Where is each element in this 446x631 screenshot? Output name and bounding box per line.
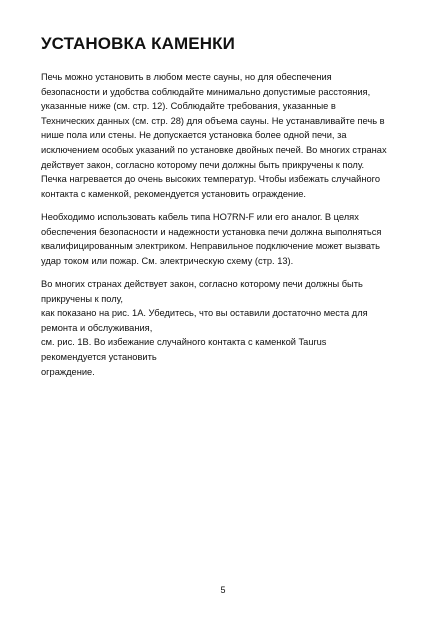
text-line: действует закон, согласно которому печи должны быть прикручены к полу.	[41, 159, 365, 170]
text-line: Печка нагревается до очень высоких температур. Чтобы избежать случайного	[41, 174, 380, 184]
paragraph-installation-location	[41, 70, 387, 172]
text-line: ограждение.	[41, 366, 95, 377]
text-line: исключением особых указаний по установке двойных печей. Во многих странах	[41, 144, 387, 155]
text-line: указанные ниже (см. стр. 12). Соблюдайте требования, указанные в	[41, 101, 336, 112]
text-line: ремонта и обслуживания,	[41, 322, 153, 333]
text-line: как показано на рис. 1А. Убедитесь, что вы оставили достаточно места для	[41, 308, 368, 319]
text-line: контакта с каменкой, рекомендуется установить ограждение.	[41, 188, 307, 199]
text-line: Технических данных (см. стр. 28) для объема сауны. Не устанавливайте печь в	[41, 115, 385, 126]
text-line: рекомендуется установить	[41, 351, 157, 362]
paragraph-electrical-cable	[41, 210, 381, 268]
page-title: УСТАНОВКА КАМЕНКИ	[41, 34, 235, 53]
text-line: см. рис. 1В. Во избежание случайного контакта с каменкой Taurus	[41, 337, 327, 348]
paragraph-heat-warning	[41, 172, 380, 201]
text-line: безопасности и удобства соблюдайте минимально допустимые расстояния,	[41, 86, 371, 97]
text-line: Печь можно установить в любом месте сауны, но для обеспечения	[41, 72, 332, 82]
text-line: обеспечения безопасности и надежности установка печи должна выполняться	[41, 226, 382, 237]
text-line: Необходимо использовать кабель типа HO7RN-F или его аналог. В целях	[41, 212, 359, 222]
paragraph-floor-mounting	[41, 277, 368, 379]
text-line: прикручены к полу,	[41, 293, 123, 304]
text-line: Во многих странах действует закон, согласно которому печи должны быть	[41, 279, 363, 289]
page-number: 5	[220, 585, 226, 595]
text-line: нише пола или стены. Не допускается установка более одной печи, за	[41, 130, 347, 141]
text-line: удар током или пожар. См. электрическую схему (стр. 13).	[41, 255, 294, 266]
text-line: квалифицированным электриком. Неправильное подключение может вызвать	[41, 241, 380, 252]
